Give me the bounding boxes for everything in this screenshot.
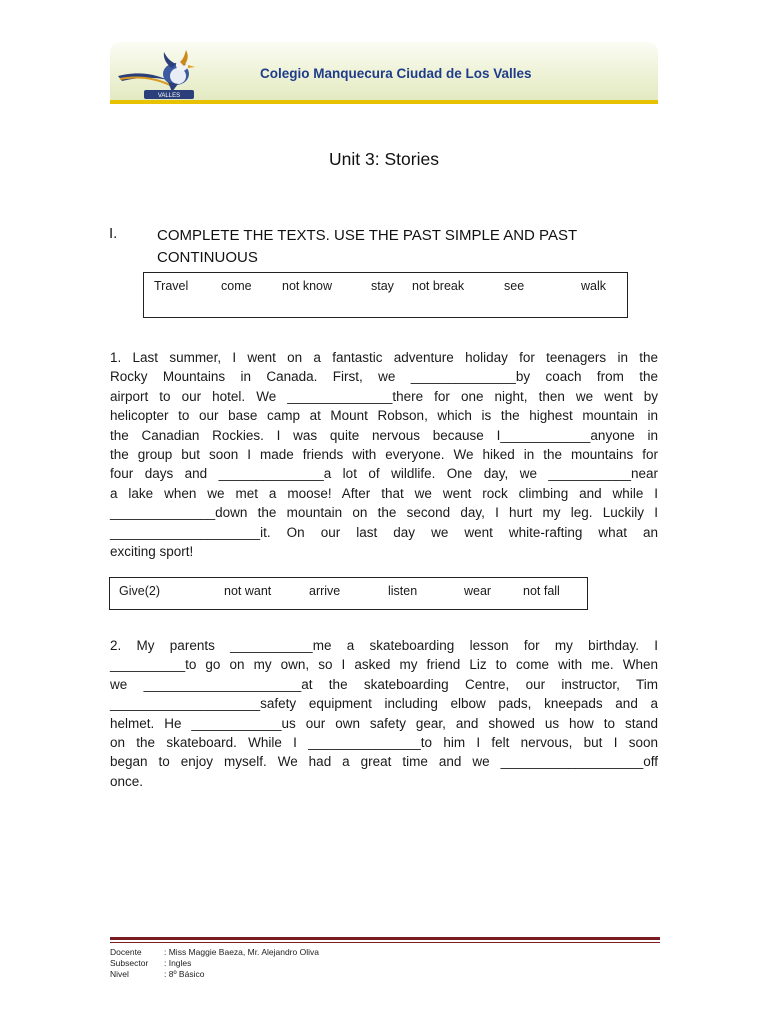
paragraph-line: ______________down the mountain on the second day, I hurt my leg. Luckily I — [110, 505, 658, 521]
paragraph-line: once. — [110, 773, 144, 789]
paragraph-line: __________to go on my own, so I asked my friend Liz to come with me. When — [110, 657, 658, 673]
page-title: Unit 3: Stories — [329, 149, 439, 169]
section-number: I. — [109, 225, 118, 242]
footer-divider-thin — [110, 942, 660, 943]
paragraph-line: Rocky Mountains in Canada. First, we ______________by coach from the — [110, 369, 658, 385]
word-bank-item: walk — [581, 279, 607, 293]
eagle-logo-icon — [116, 46, 200, 102]
word-bank-1 — [143, 272, 628, 318]
word-bank-item: see — [504, 279, 525, 293]
paragraph-line: the Canadian Rockies. I was quite nervous because I____________anyone in — [110, 427, 658, 443]
logo-text: VALLES — [157, 93, 181, 99]
word-bank-item: not know — [282, 279, 333, 293]
paragraph-line: helmet. He ____________us our own safety gear, and showed us how to stand — [110, 715, 658, 731]
paragraph-line: airport to our hotel. We ______________there for one night, then we went by — [110, 388, 658, 404]
paragraph-line: helicopter to our base camp at Mount Robson, which is the highest mountain in — [110, 408, 658, 424]
footer-divider — [110, 937, 660, 940]
footer-label: Nivel — [110, 969, 129, 979]
paragraph-line: 2. My parents ___________me a skateboarding lesson for my birthday. I — [110, 638, 658, 653]
word-bank-item: come — [221, 279, 252, 293]
paragraph-line: ____________________safety equipment including elbow pads, kneepads and a — [110, 696, 658, 712]
footer-value: : Ingles — [164, 958, 192, 968]
word-bank-item: Travel — [154, 279, 189, 293]
paragraph-line: exciting sport! — [110, 544, 194, 560]
paragraph-line: the group but soon I made friends with everyone. We hiked in the mountains for — [110, 447, 658, 463]
paragraph-line: four days and ______________a lot of wildlife. One day, we ___________near — [110, 466, 658, 482]
school-name: Colegio Manquecura Ciudad de Los Valles — [260, 66, 532, 81]
paragraph-line: ____________________it. On our last day we went white-rafting what an — [110, 524, 658, 540]
exercise-paragraph-1 — [110, 348, 658, 561]
section-title: COMPLETE THE TEXTS. USE THE PAST SIMPLE AND PAST CONTINUOUS — [157, 227, 577, 266]
school-header — [110, 42, 658, 104]
word-bank-item: not fall — [523, 584, 560, 598]
word-bank-item: wear — [464, 584, 492, 598]
word-bank-2 — [109, 577, 588, 610]
page-footer — [110, 947, 319, 980]
word-bank-item: arrive — [309, 584, 341, 598]
footer-value: : Miss Maggie Baeza, Mr. Alejandro Oliva — [164, 947, 319, 957]
paragraph-line: a lake when we met a moose! After that we went rock climbing and while I — [110, 485, 658, 501]
paragraph-line: began to enjoy myself. We had a great time and we ___________________off — [110, 754, 658, 770]
word-bank-item: listen — [388, 584, 418, 598]
word-bank-item: stay — [371, 279, 394, 293]
paragraph-line: on the skateboard. While I _______________to him I felt nervous, but I soon — [110, 735, 658, 751]
footer-label: Docente — [110, 947, 142, 957]
exercise-paragraph-2 — [110, 636, 658, 791]
paragraph-line: we _____________________at the skateboarding Centre, our instructor, Tim — [110, 676, 658, 692]
word-bank-item: not want — [224, 584, 272, 598]
footer-row-docente — [110, 947, 319, 958]
paragraph-line: 1. Last summer, I went on a fantastic adventure holiday for teenagers in the — [110, 350, 658, 365]
word-bank-item: Give(2) — [119, 584, 160, 598]
footer-row-nivel — [110, 969, 319, 980]
footer-value: : 8º Básico — [164, 969, 205, 979]
footer-row-subsector — [110, 958, 319, 969]
footer-label: Subsector — [110, 958, 149, 968]
word-bank-item: not break — [412, 279, 465, 293]
